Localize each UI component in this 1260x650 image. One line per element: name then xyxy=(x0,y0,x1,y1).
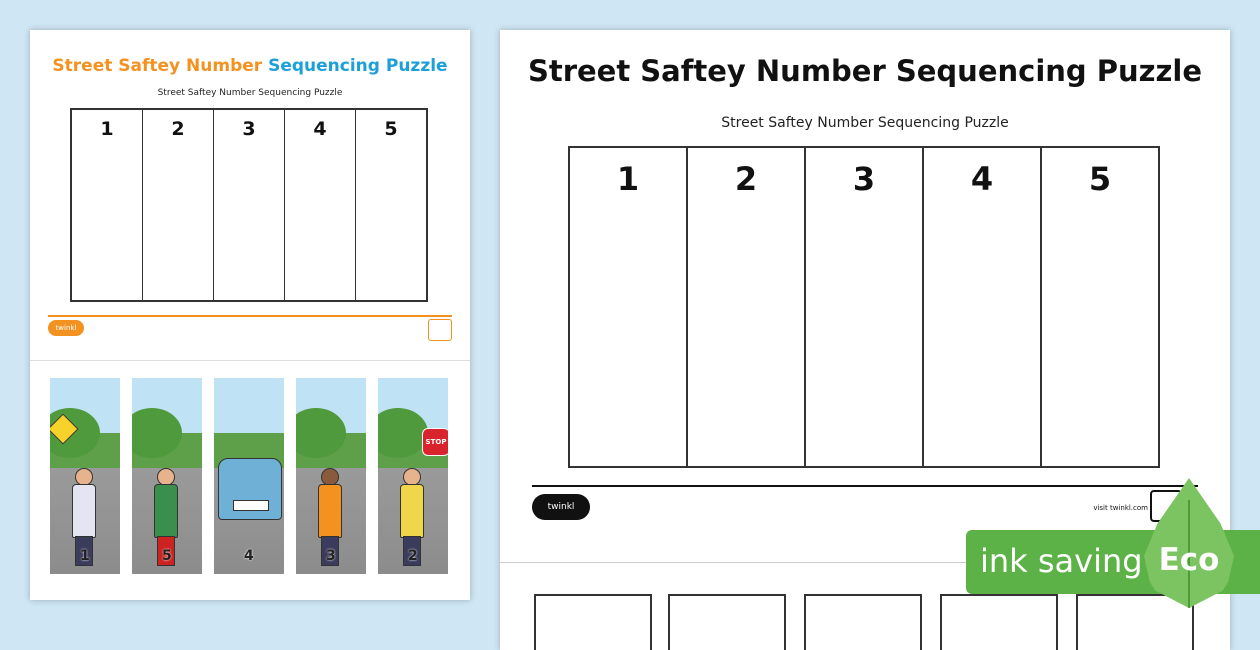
stop-sign-icon: STOP xyxy=(422,428,448,456)
right-title: Street Saftey Number Sequencing Puzzle xyxy=(527,54,1203,88)
picture-strip-1 xyxy=(50,378,120,574)
left-subtitle: Street Saftey Number Sequencing Puzzle xyxy=(157,88,343,98)
left-sequence-grid xyxy=(70,108,428,302)
picture-strip-3 xyxy=(214,378,284,574)
cut-out-box-4 xyxy=(940,594,1058,650)
right-grid-column-5: 5 xyxy=(1088,160,1112,198)
left-title xyxy=(30,56,470,76)
number-plate xyxy=(233,500,269,511)
cut-out-box-1 xyxy=(534,594,652,650)
right-grid-column-1: 1 xyxy=(570,148,688,466)
right-grid-column-2: 2 xyxy=(688,148,806,466)
left-grid-column-1: 1 xyxy=(72,110,143,300)
strip-number: 2 xyxy=(408,548,418,564)
eco-label: Eco xyxy=(1158,542,1220,578)
left-grid-column-5: 5 xyxy=(384,118,398,140)
picture-strip-5 xyxy=(378,378,448,574)
right-grid-column-3: 3 xyxy=(806,148,924,466)
left-footer-line xyxy=(48,315,452,317)
cut-out-box-2 xyxy=(668,594,786,650)
left-title-part1: Street Saftey Number xyxy=(52,56,263,76)
picture-strip-4 xyxy=(296,378,366,574)
strip-number: 1 xyxy=(80,548,90,564)
strip-number: 5 xyxy=(162,548,172,564)
left-grid-column-4: 4 xyxy=(285,110,356,300)
right-sequence-grid xyxy=(568,146,1160,468)
left-grid-column-3: 3 xyxy=(214,110,285,300)
right-footer-line xyxy=(532,485,1198,487)
car-icon xyxy=(218,458,282,520)
cut-out-box-3 xyxy=(804,594,922,650)
left-worksheet-preview xyxy=(30,30,470,600)
ink-saving-text: ink saving xyxy=(980,542,1143,580)
tree-icon xyxy=(378,408,428,458)
tree-icon xyxy=(132,408,182,458)
left-grid-column-2: 2 xyxy=(143,110,214,300)
strip-number: 3 xyxy=(326,548,336,564)
left-footer-badge-icon xyxy=(428,319,452,341)
right-footer-url: visit twinkl.com xyxy=(1093,504,1148,512)
strip-number: 4 xyxy=(244,548,254,564)
picture-strip-2 xyxy=(132,378,202,574)
left-title-part2: Sequencing Puzzle xyxy=(268,56,448,76)
right-subtitle: Street Saftey Number Sequencing Puzzle xyxy=(721,115,1009,131)
left-cut-divider xyxy=(30,360,470,361)
eco-leaf-icon xyxy=(1144,478,1234,608)
tree-icon xyxy=(296,408,346,458)
right-twinkl-logo: twinkl xyxy=(532,494,590,520)
left-twinkl-logo: twinkl xyxy=(48,320,84,336)
right-grid-column-4: 4 xyxy=(924,148,1042,466)
